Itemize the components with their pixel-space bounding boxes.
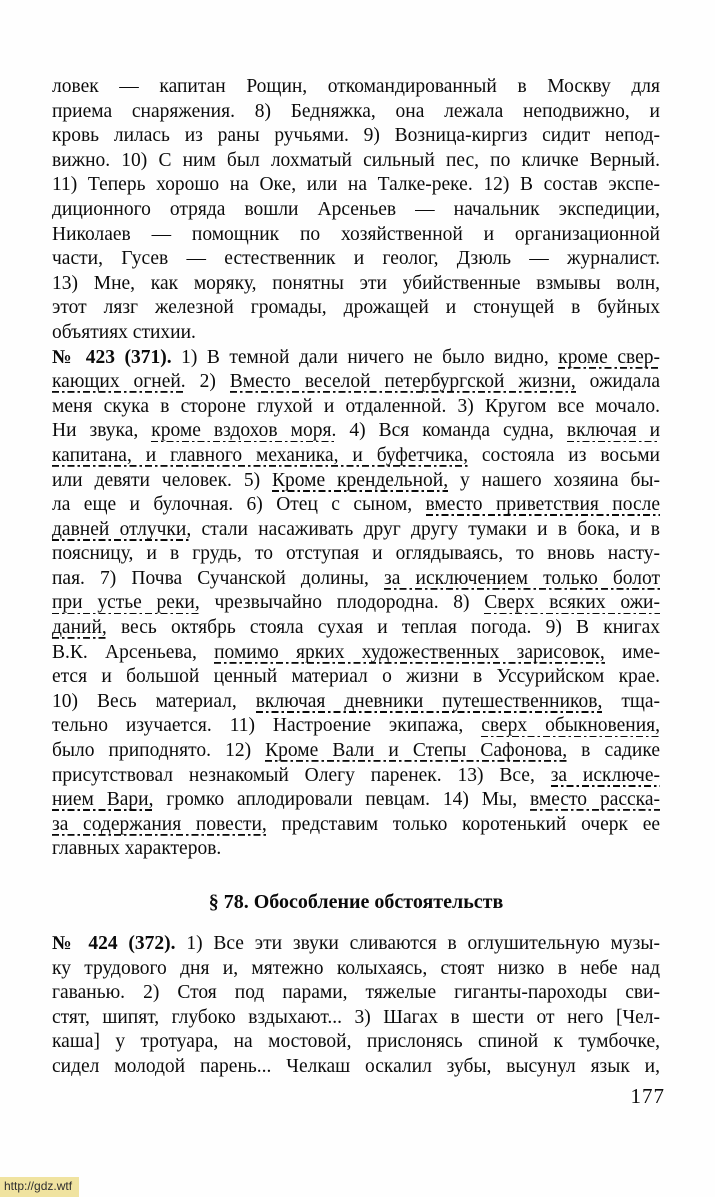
text-segment: ловек — капитан Рощин, откомандированный в Москву для: [52, 76, 660, 97]
underlined-phrase: Кроме крендельной,: [272, 469, 449, 491]
text-segment: 1) В темной дали ничего не было видно,: [171, 346, 559, 368]
text-segment: гаванью. 2) Стоя под парами, тяжелые гиганты-пароходы сви-: [52, 982, 660, 1004]
underlined-phrase: нием Вари,: [52, 789, 154, 811]
text-segment: представим только коротенький очерк ее: [266, 813, 660, 835]
text-segment: меня скука в стороне глухой и отдаленной. 3) Кругом все мочало.: [52, 395, 660, 417]
text-segment: стали насаживать друг другу тумаки и в бока, и в: [191, 518, 660, 540]
text-line: [52, 370, 660, 395]
text-segment: состояла из восьми: [467, 444, 660, 466]
text-segment: приема снаряжения. 8) Бедняжка, она лежала неподвижно, и: [52, 100, 660, 122]
underlined-phrase: Сверх всяких ожи-: [484, 592, 660, 614]
text-line: [52, 690, 660, 715]
text-segment: весь октябрь стояла сухая и теплая погода. 9) В книгах: [106, 617, 660, 639]
text-line: [52, 124, 660, 149]
underlined-phrase: кроме вздохов моря.: [151, 420, 337, 442]
underlined-phrase: включая дневники путешественников,: [255, 690, 603, 712]
text-line: [52, 837, 660, 862]
text-line: [52, 1030, 660, 1055]
underlined-phrase: включая и: [566, 420, 660, 442]
text-segment: ку трудового дня и, мятежно колыхаясь, стоят низко в небе над: [52, 957, 660, 979]
text-line: [52, 444, 660, 469]
text-segment: тельно изучается. 11) Настроение экипажа,: [52, 715, 482, 737]
text-block: [52, 75, 660, 1080]
text-segment: Николаев — помощник по хозяйственной и организационной: [52, 223, 660, 245]
text-segment: пая. 7) Почва Сучанской долины,: [52, 567, 385, 589]
text-segment: присутствовал незнакомый Олегу паренек. 13) Все,: [52, 764, 551, 786]
text-line: [52, 469, 660, 494]
text-line: [52, 714, 660, 739]
text-segment: ожидала: [575, 371, 660, 393]
text-segment: ется и большой ценный материал о жизни в Уссурийском крае.: [52, 666, 660, 688]
text-segment: этот лязг железной громады, дрожащей и стонущей в буйных: [52, 297, 660, 319]
underlined-phrase: Кроме Вали и Степы Сафонова,: [265, 740, 568, 762]
watermark-url: http://gdz.wtf: [0, 1177, 79, 1197]
text-line: [52, 173, 660, 198]
text-segment: или девяти человек. 5): [52, 469, 273, 491]
text-line: [52, 272, 660, 297]
exercise-number: № 424 (372).: [52, 933, 176, 954]
text-segment: име-: [604, 641, 660, 663]
exercise-422-continuation: [52, 75, 660, 346]
exercise-424: [52, 932, 660, 1080]
text-segment: 4) Вся команда судна,: [336, 420, 567, 442]
text-segment: Ни звука,: [52, 420, 152, 442]
underlined-phrase: сверх обыкновения,: [481, 715, 660, 737]
text-line: [52, 321, 660, 346]
text-line: [52, 1055, 660, 1080]
text-segment: каша] у тротуара, на мостовой, прислонясь спиной к тумбочке,: [52, 1031, 660, 1053]
text-line: [52, 198, 660, 223]
underlined-phrase: даний,: [52, 617, 107, 639]
text-line: [52, 223, 660, 248]
text-segment: кровь лилась из раны ручьями. 9) Возница-киргиз сидит непод-: [52, 125, 660, 147]
text-line: [52, 395, 660, 420]
text-segment: диционного отряда вошли Арсеньев — начальник экспедиции,: [52, 198, 660, 220]
text-line: [52, 665, 660, 690]
underlined-phrase: вместо расска-: [530, 789, 660, 811]
text-line: [52, 75, 660, 100]
underlined-phrase: капитана, и главного механика, и буфетчика,: [52, 444, 468, 466]
exercise-number: № 423 (371).: [52, 346, 172, 368]
underlined-phrase: помимо ярких художественных зарисовок,: [214, 641, 605, 663]
text-segment: тща-: [602, 690, 660, 712]
text-line: [52, 788, 660, 813]
text-line: [52, 100, 660, 125]
text-segment: ла еще и булочная. 6) Отец с сыном,: [52, 494, 426, 516]
underlined-phrase: за исключением только болот: [384, 567, 660, 589]
text-segment: 10) Весь материал,: [52, 690, 256, 712]
text-line: [52, 493, 660, 518]
text-line: [52, 567, 660, 592]
text-line: [52, 1006, 660, 1031]
text-line: [52, 616, 660, 641]
text-line: [52, 957, 660, 982]
text-segment: было приподнято. 12): [52, 740, 266, 762]
text-segment: 1) Все эти звуки сливаются в оглушительную музы-: [175, 933, 660, 954]
underlined-phrase: при устье реки,: [52, 592, 200, 614]
underlined-phrase: Вместо веселой петербургской жизни,: [229, 371, 576, 393]
underlined-phrase: кроме свер-: [558, 346, 660, 368]
text-segment: объятиях стихии.: [52, 321, 196, 343]
text-segment: в садике: [567, 740, 660, 762]
underlined-phrase: за содержания повести,: [52, 813, 267, 835]
underlined-phrase: вместо приветствия после: [425, 494, 660, 516]
text-segment: вижно. 10) С ним был лохматый сильный пес, по кличке Верный.: [52, 149, 660, 171]
text-line: [52, 149, 660, 174]
text-line: [52, 813, 660, 838]
text-line: [52, 247, 660, 272]
text-line: [52, 739, 660, 764]
text-line: [52, 932, 660, 957]
text-segment: у нашего хозяина бы-: [448, 469, 660, 491]
text-segment: главных характеров.: [52, 838, 222, 860]
text-segment: поясницу, и в грудь, то отступая и оглядываясь, то вновь насту-: [52, 543, 660, 565]
text-segment: громко аплодировали певцам. 14) Мы,: [153, 789, 531, 811]
section-heading: § 78. Обособление обстоятельств: [208, 891, 504, 913]
text-line: [52, 518, 660, 543]
text-segment: чрезвычайно плодородна. 8): [199, 592, 485, 614]
text-segment: сидел молодой парень... Челкаш оскалил зубы, высунул язык и,: [52, 1055, 660, 1077]
text-line: [52, 419, 660, 444]
text-line: [52, 764, 660, 789]
underlined-phrase: давней отлучки,: [52, 518, 192, 540]
text-line: [52, 981, 660, 1006]
exercise-423: [52, 346, 660, 862]
text-segment: 2): [185, 371, 230, 393]
underlined-phrase: кающих огней.: [52, 371, 186, 393]
text-segment: В.К. Арсеньева,: [52, 641, 215, 663]
text-line: [52, 641, 660, 666]
text-segment: части, Гусев — естественник и геолог, Дзюль — журналист.: [52, 248, 660, 270]
text-line: [52, 346, 660, 371]
text-line: [52, 542, 660, 567]
page-number: 177: [630, 1084, 665, 1108]
text-segment: стят, шипят, глубоко вздыхают... 3) Шагах в шести от него [Чел-: [52, 1006, 660, 1028]
text-line: [52, 591, 660, 616]
text-segment: 13) Мне, как моряку, понятны эти убийственные взмывы волн,: [52, 272, 660, 294]
text-segment: 11) Теперь хорошо на Оке, или на Талке-реке. 12) В состав экспе-: [52, 174, 660, 196]
underlined-phrase: за исключе-: [550, 764, 660, 786]
text-line: [52, 296, 660, 321]
